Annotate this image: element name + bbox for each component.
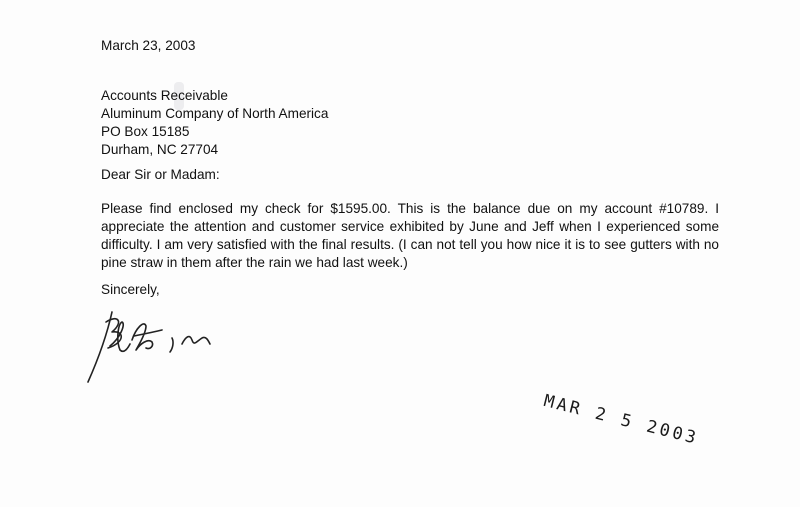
recipient-line-1: Accounts Receivable bbox=[101, 88, 228, 103]
handwritten-signature bbox=[80, 300, 230, 390]
closing: Sincerely, bbox=[101, 282, 160, 297]
recipient-line-3: PO Box 15185 bbox=[101, 124, 190, 139]
letter-body: Please find enclosed my check for $1595.00. This is the balance due on my account #10789. I appreciate the attention and customer service exhibited by June and Jeff when I experienced some difficulty. I am very satisfied with the final results. (I can not tell you how nice it is to see gutters with no pine straw in them after the rain we had last week.) bbox=[101, 201, 719, 270]
recipient-address bbox=[101, 87, 328, 159]
letter-date: March 23, 2003 bbox=[101, 38, 196, 53]
recipient-line-4: Durham, NC 27704 bbox=[101, 142, 219, 157]
recipient-line-2: Aluminum Company of North America bbox=[101, 106, 329, 121]
received-date-stamp: MAR 2 5 2003 bbox=[541, 391, 701, 449]
salutation: Dear Sir or Madam: bbox=[101, 167, 220, 182]
